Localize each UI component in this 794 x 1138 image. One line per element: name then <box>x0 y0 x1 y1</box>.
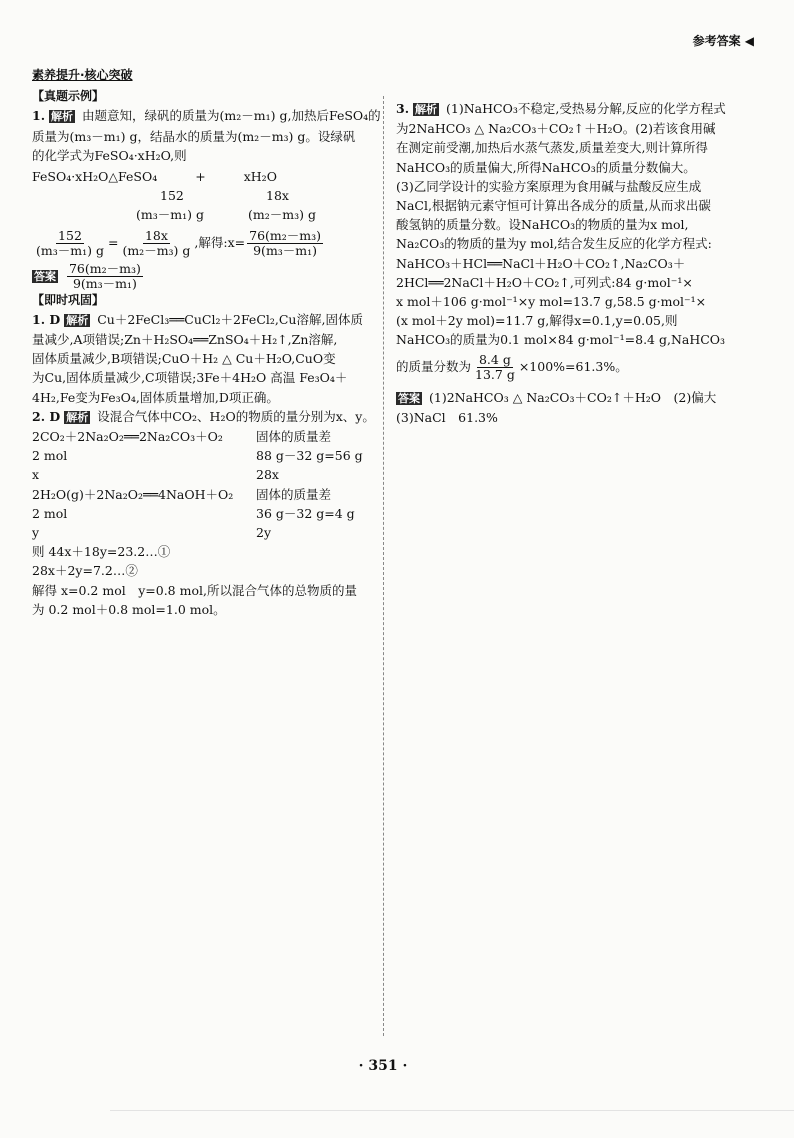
mass-value: (m₃－m₁) g <box>136 207 204 223</box>
column-divider <box>383 96 384 1036</box>
fraction: $\frac{8.4 g}{13.7 g}$ <box>475 351 515 382</box>
answer-tag: 答案 <box>398 391 420 405</box>
question-2 <box>32 310 377 407</box>
calc-row: 2 mol 88 g－32 g=56 g <box>32 448 363 464</box>
mass-row <box>32 205 377 224</box>
analysis-tag: 解析 <box>51 110 74 124</box>
answer-line <box>32 262 377 291</box>
page-header: 参考答案 ◀ <box>692 34 754 48</box>
calc-row: x 28x <box>32 467 279 483</box>
molar-mass: 152 <box>160 188 184 204</box>
left-column <box>32 65 381 619</box>
answer-tag: 答案 <box>34 269 56 283</box>
molar-mass: 18x <box>266 188 289 204</box>
text-line: 则 44x＋18y=23.2…① <box>32 544 171 560</box>
product: xH₂O <box>243 169 277 185</box>
text-line: 质量为(m₃－m₁) g，结晶水的质量为(m₂－m₃) g。设绿矾 <box>32 128 356 144</box>
text-line: 的质量分数为 $\frac{8.4 g}{13.7 g}$ ×100%=61.3%。 <box>396 351 628 382</box>
text-line: 2HCl══2NaCl＋H₂O＋CO₂↑,可列式:84 g·mol⁻¹× <box>396 274 693 290</box>
text-line: 由题意知，绿矾的质量为(m₂－m₁) g,加热后FeSO₄的 <box>82 108 381 124</box>
text-line: 为2NaHCO₃ △ Na₂CO₃＋CO₂↑＋H₂O。(2)若该食用碱 <box>396 121 716 137</box>
text-line: 固体质量减少,B项错误;CuO＋H₂ △ Cu＋H₂O,CuO变 <box>32 351 336 367</box>
question-number: 1. D <box>32 311 61 327</box>
text-line: NaHCO₃的质量为0.1 mol×84 g·mol⁻¹=8.4 g,NaHCO₃ <box>396 332 726 348</box>
text-line: Cu＋2FeCl₃══CuCl₂＋2FeCl₂,Cu溶解,固体质 <box>97 311 363 327</box>
product: FeSO₄ <box>118 169 158 185</box>
text-line: Na₂CO₃的物质的量为y mol,结合发生反应的化学方程式: <box>396 236 712 252</box>
text-line: 28x＋2y=7.2…② <box>32 563 138 579</box>
text-line: (3)乙同学设计的实验方案原理为食用碱与盐酸反应生成 <box>396 178 702 194</box>
question-1 <box>32 106 381 291</box>
right-column <box>396 99 758 427</box>
analysis-tag: 解析 <box>415 103 438 116</box>
fraction: $\frac{18x}{\text{(m₂－m₃) g}}$ <box>122 227 191 258</box>
molar-mass-row <box>32 186 377 205</box>
answer-text: (1)2NaHCO₃ △ Na₂CO₃＋CO₂↑＋H₂O (2)偏大 <box>428 389 717 405</box>
calc-row: 2H₂O(g)＋2Na₂O₂══4NaOH＋O₂ 固体的质量差 <box>32 486 332 502</box>
reactant: FeSO₄·xH₂O <box>32 169 109 185</box>
question-number: 1. <box>32 108 46 124</box>
question-3 <box>32 407 377 619</box>
text-line: x mol＋106 g·mol⁻¹×y mol=13.7 g,58.5 g·mol⁻¹× <box>396 294 707 310</box>
fraction: $\frac{152}{\text{(m₃－m₁) g}}$ <box>36 227 104 258</box>
proportion-equation: $\frac{152}{\text{(m₃－m₁) g}}$ = $\frac{18x}{\text{(m₂－m₃) g}}$ ,解得:x= $\frac{\text{76(m₂－m₃)}}{\text{9(m₃－m₁)}}$ <box>36 227 322 258</box>
plus-sign: + <box>195 169 206 185</box>
analysis-tag: 解析 <box>66 410 89 424</box>
jishi-heading: 【即时巩固】 <box>32 292 105 307</box>
question-number: 2. D <box>32 408 61 424</box>
zhenti-heading: 【真题示例】 <box>32 89 105 104</box>
heat-condition: △ <box>108 169 119 185</box>
text-line: 为Cu,固体质量减少,C项错误;3Fe＋4H₂O 高温 Fe₃O₄＋ <box>32 370 348 386</box>
calc-row: y 2y <box>32 525 272 541</box>
analysis-tag: 解析 <box>66 313 89 327</box>
question-number: 3. <box>396 101 410 116</box>
question-4 <box>396 99 758 427</box>
text-line: 为 0.2 mol＋0.8 mol=1.0 mol。 <box>32 601 226 617</box>
mass-value: (m₂－m₃) g <box>248 207 316 223</box>
text-line: 酸氢钠的质量分数。设NaHCO₃的物质的量为x mol, <box>396 217 689 233</box>
fraction: $\frac{\text{76(m₂－m₃)}}{\text{9(m₃－m₁)}}$ <box>249 227 322 258</box>
text-line: 解得 x=0.2 mol y=0.8 mol,所以混合气体的总物质的量 <box>32 582 357 598</box>
text-line: 量减少,A项错误;Zn＋H₂SO₄══ZnSO₄＋H₂↑,Zn溶解, <box>32 332 338 348</box>
reaction-equation <box>32 167 377 186</box>
fraction: $\frac{\text{76(m₂－m₃)}}{\text{9(m₃－m₁)}}$ <box>68 260 141 291</box>
text-line: NaHCO₃的质量偏大,所得NaHCO₃的质量分数偏大。 <box>396 159 696 175</box>
text-line: 设混合气体中CO₂、H₂O的物质的量分别为x、y。 <box>97 408 375 424</box>
answer-text: (3)NaCl 61.3% <box>396 409 498 425</box>
page-number: · 351 · <box>358 1058 408 1074</box>
calc-row: 2 mol 36 g－32 g=4 g <box>32 505 355 521</box>
text-line: 在测定前受潮,加热后水蒸气蒸发,质量差变大,则计算所得 <box>396 140 708 156</box>
text-line: 4H₂,Fe变为Fe₃O₄,固体质量增加,D项正确。 <box>32 389 279 405</box>
scan-edge-line <box>110 1110 794 1111</box>
calc-row: 2CO₂＋2Na₂O₂══2Na₂CO₃＋O₂ 固体的质量差 <box>32 429 332 445</box>
text-line: (1)NaHCO₃不稳定,受热易分解,反应的化学方程式 <box>446 101 726 116</box>
text-line: NaCl,根据钠元素守恒可计算出各成分的质量,从而求出碳 <box>396 198 711 214</box>
text-line: NaHCO₃＋HCl══NaCl＋H₂O＋CO₂↑,Na₂CO₃＋ <box>396 255 686 271</box>
text-line: (x mol＋2y mol)=11.7 g,解得x=0.1,y=0.05,则 <box>396 313 678 329</box>
section-title: 素养提升·核心突破 <box>32 68 133 82</box>
text-line: 的化学式为FeSO₄·xH₂O,则 <box>32 147 187 163</box>
